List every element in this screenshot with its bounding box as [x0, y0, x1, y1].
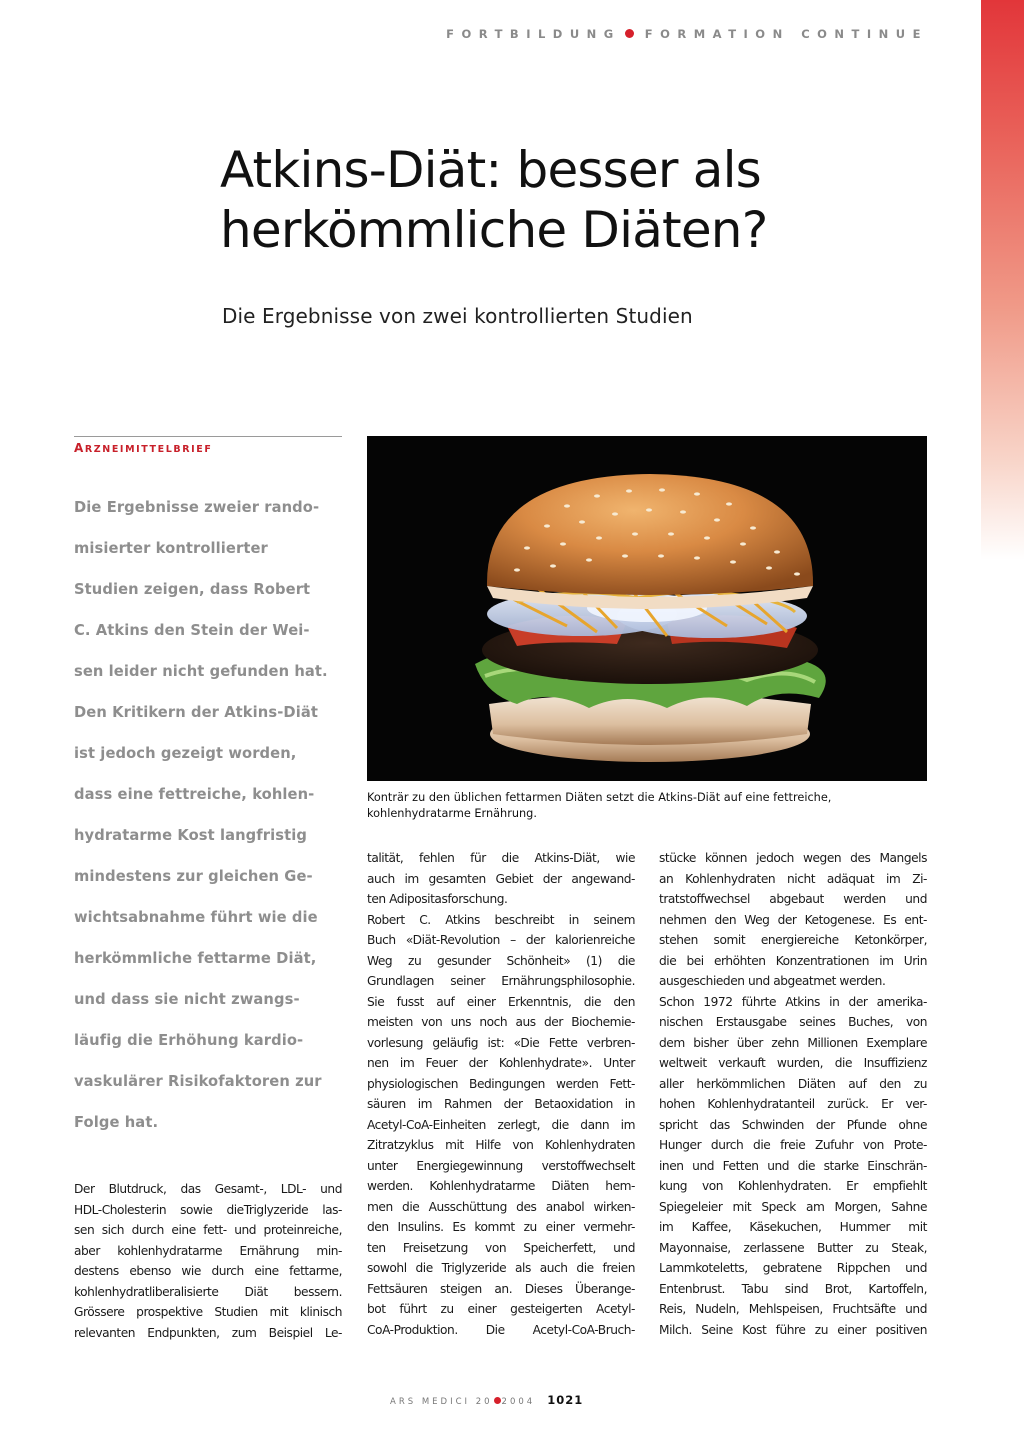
body-line: Grössere prospektive Studien mit klinisch	[74, 1305, 342, 1319]
body-line: an Kohlenhydraten nicht adäquat im Zi-	[659, 871, 927, 886]
lead-line: ist jedoch gezeigt worden,	[74, 745, 297, 762]
body-line: destens ebenso wie durch eine fettarme,	[74, 1264, 342, 1278]
bullet-dot-icon	[494, 1397, 501, 1404]
body-line: ten Adipositasforschung.	[367, 892, 508, 906]
body-line: Robert C. Atkins beschreibt in seinem	[367, 912, 635, 927]
body-line: sen sich durch eine fett- und proteinreiche,	[74, 1223, 342, 1237]
body-line: Grundlagen seiner Ernährungsphilosophie.	[367, 974, 635, 988]
body-line: Entenbrust. Tabu sind Brot, Kartoffeln,	[659, 1281, 927, 1296]
body-line: säuren im Rahmen der Betaoxidation in	[367, 1097, 635, 1111]
body-line: Spiegeleier mit Speck am Morgen, Sahne	[659, 1199, 927, 1214]
section-divider	[74, 436, 342, 437]
title-line: Atkins-Diät: besser als	[220, 141, 761, 199]
body-line: Fettsäuren steigen an. Dieses Überange-	[367, 1281, 635, 1296]
hamburger-photo	[367, 436, 927, 781]
body-line: stehen somit energiereiche Ketonkörper,	[659, 933, 927, 947]
body-line: Hunger durch die freie Zufuhr von Prote-	[659, 1138, 927, 1152]
body-line: den Insulins. Es kommt zu einer vermehr-	[367, 1220, 635, 1234]
lead-paragraph	[74, 487, 346, 1143]
body-line: bot führt zu einer gesteigerten Acetyl-	[367, 1302, 635, 1316]
footer-journal: ARS MEDICI 20	[390, 1397, 493, 1407]
body-line: hohen Kohlenhydratanteil zurück. Er ver-	[659, 1097, 927, 1111]
body-line: werden. Kohlenhydratarme Diäten hem-	[367, 1179, 635, 1193]
body-line: relevanten Endpunkten, zum Beispiel Le-	[74, 1325, 342, 1340]
body-column-1	[74, 1179, 342, 1343]
body-line: Schon 1972 führte Atkins in der amerika-	[659, 994, 927, 1009]
body-line: nen im Feuer der Kohlenhydrate». Unter	[367, 1056, 635, 1070]
body-line: nischen Erstausgabe seines Buches, von	[659, 1015, 927, 1029]
edge-color-bar	[981, 0, 1024, 560]
body-line: Zitratzyklus mit Hilfe von Kohlenhydraten	[367, 1138, 635, 1152]
page-footer	[390, 1393, 583, 1407]
lead-line: Den Kritikern der Atkins-Diät	[74, 704, 318, 721]
body-line: ausgeschieden und abgeatmet werden.	[659, 974, 886, 988]
body-line: nehmen den Weg der Ketogenese. Es ent-	[659, 912, 927, 927]
body-line: Buch «Diät-Revolution – der kalorienreiche	[367, 933, 635, 947]
body-line: Sie fusst auf einer Erkenntnis, die den	[367, 994, 635, 1009]
lead-line: Die Ergebnisse zweier rando-	[74, 499, 320, 516]
body-line: auch im gesamten Gebiet der angewand-	[367, 871, 635, 886]
body-line: spricht das Schwinden der Pfunde ohne	[659, 1117, 927, 1132]
body-line: HDL-Cholesterin sowie dieTriglyzeride las-	[74, 1202, 342, 1217]
body-line: vorlesung geläufig ist: «Die Fette verbren-	[367, 1035, 635, 1050]
hamburger-icon	[367, 436, 927, 781]
body-line: dem bisher über zehn Millionen Exemplare	[659, 1035, 927, 1050]
section-label-initial: A	[74, 441, 85, 455]
article-subtitle: Die Ergebnisse von zwei kontrollierten Studien	[222, 304, 693, 328]
body-line: die bei erhöhten Konzentrationen im Urin	[659, 953, 927, 968]
photo-caption: Konträr zu den üblichen fettarmen Diäten setzt die Atkins-Diät auf eine fettreiche, kohlenhydratarme Ernährung.	[367, 791, 832, 820]
body-column-2	[367, 848, 635, 1340]
lead-line: läufig die Erhöhung kardio-	[74, 1032, 304, 1049]
body-line: Mayonnaise, zerlassene Butter zu Steak,	[659, 1240, 927, 1255]
body-line: tratstoffwechsel abgebaut werden und	[659, 892, 927, 906]
lead-line: Folge hat.	[74, 1114, 159, 1131]
lead-line: misierter kontrollierter	[74, 540, 268, 557]
lead-line: mindestens zur gleichen Ge-	[74, 868, 313, 885]
title-line: herkömmliche Diäten?	[220, 201, 768, 259]
body-line: talität, fehlen für die Atkins-Diät, wie	[367, 851, 635, 865]
article-title	[220, 140, 960, 260]
body-column-3	[659, 848, 927, 1340]
section-label	[74, 441, 212, 455]
lead-line: wichtsabnahme führt wie die	[74, 909, 318, 926]
body-line: kung von Kohlenhydraten. Er empfiehlt	[659, 1179, 927, 1193]
body-line: men die Ausschüttung des anabol wirken-	[367, 1199, 635, 1214]
body-line: Lammkoteletts, gebratene Rippchen und	[659, 1261, 927, 1275]
body-line: CoA-Produktion. Die Acetyl-CoA-Bruch-	[367, 1322, 635, 1337]
lead-line: und dass sie nicht zwangs-	[74, 991, 300, 1008]
lead-line: herkömmliche fettarme Diät,	[74, 950, 317, 967]
body-line: Milch. Seine Kost führe zu einer positiven	[659, 1322, 927, 1337]
running-head	[446, 27, 928, 41]
section-label-rest: RZNEIMITTELBRIEF	[84, 444, 213, 455]
body-line: kohlenhydratliberalisierte Diät bessern.	[74, 1284, 342, 1299]
body-line: stücke können jedoch wegen des Mangels	[659, 851, 927, 865]
body-line: inen und Fetten und die starke Einschrän-	[659, 1158, 927, 1173]
body-line: Der Blutdruck, das Gesamt-, LDL- und	[74, 1182, 342, 1196]
body-line: meisten von uns noch aus der Biochemie-	[367, 1015, 635, 1029]
body-line: aber kohlenhydratarme Ernährung min-	[74, 1243, 342, 1258]
body-line: weltweit verkauft wurden, die Insuffizienz	[659, 1056, 927, 1070]
lead-line: Studien zeigen, dass Robert	[74, 581, 311, 598]
lead-line: hydratarme Kost langfristig	[74, 827, 307, 844]
body-line: physiologischen Bedingungen werden Fett-	[367, 1076, 635, 1091]
bullet-dot-icon	[625, 29, 634, 38]
running-head-left: FORTBILDUNG	[446, 27, 621, 41]
body-line: Reis, Nudeln, Mehlspeisen, Fruchtsäfte und	[659, 1302, 927, 1316]
body-line: Weg zu gesunder Schönheit» (1) die	[367, 953, 635, 968]
page-number: 1021	[547, 1393, 584, 1407]
running-head-right: FORMATION CONTINUE	[644, 27, 928, 41]
footer-year: 2004	[501, 1397, 536, 1407]
body-line: ten Freisetzung von Speicherfett, und	[367, 1240, 635, 1255]
lead-line: vaskulärer Risikofaktoren zur	[74, 1073, 322, 1090]
body-line: Acetyl-CoA-Einheiten zerlegt, die dann im	[367, 1117, 635, 1132]
lead-line: dass eine fettreiche, kohlen-	[74, 786, 315, 803]
body-line: unter Energiegewinnung verstoffwechselt	[367, 1158, 635, 1173]
body-line: aller herkömmlichen Diäten auf den zu	[659, 1076, 927, 1091]
lead-line: C. Atkins den Stein der Wei-	[74, 622, 310, 639]
body-line: sowohl die Triglyzeride als auch die freien	[367, 1261, 635, 1275]
body-line: im Kaffee, Käsekuchen, Hummer mit	[659, 1220, 927, 1234]
lead-line: sen leider nicht gefunden hat.	[74, 663, 328, 680]
